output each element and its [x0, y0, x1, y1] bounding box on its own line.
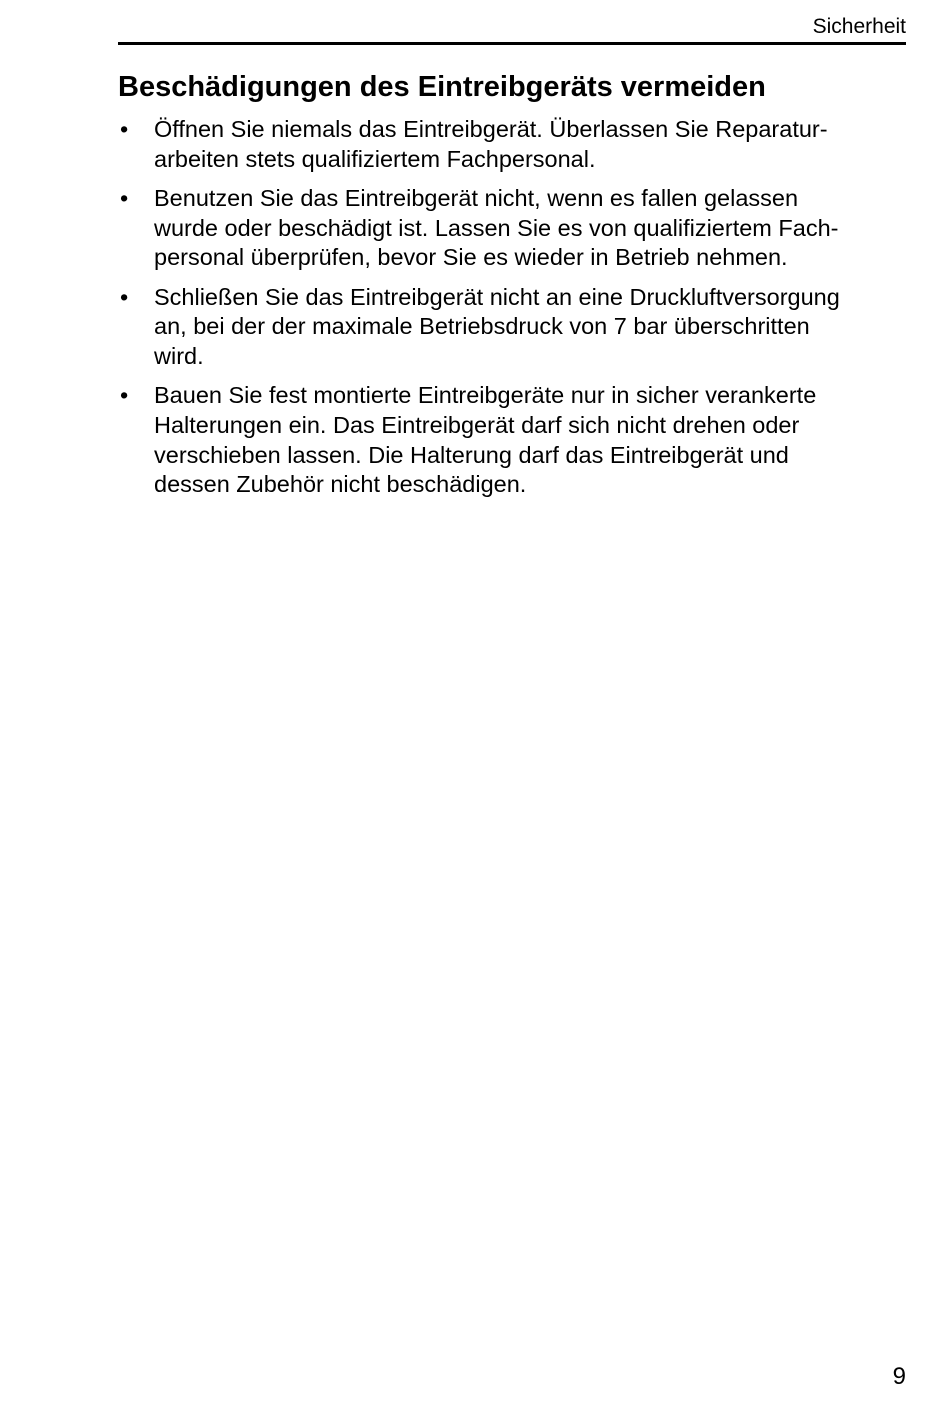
list-item [118, 283, 913, 372]
section-title: Beschädigungen des Eintreibgeräts vermeiden [118, 71, 766, 103]
list-item-line: verschieben lassen. Die Halterung darf das Eintreibgerät und [154, 441, 789, 468]
list-item [118, 115, 913, 174]
list-item-line: wurde oder beschädigt ist. Lassen Sie es von qualifiziertem Fach- [154, 214, 839, 241]
bullet-icon: • [120, 283, 129, 310]
list-item-line: Halterungen ein. Das Eintreibgerät darf sich nicht drehen oder [154, 411, 800, 438]
list-item [118, 184, 913, 273]
list-item-line: Öffnen Sie niemals das Eintreibgerät. Überlassen Sie Reparatur- [154, 116, 828, 142]
bullet-list [118, 115, 913, 509]
list-item-line: dessen Zubehör nicht beschädigen. [154, 471, 527, 498]
list-item-line: an, bei der der maximale Betriebsdruck von 7 bar überschritten [154, 313, 810, 340]
page-number: 9 [892, 1363, 906, 1390]
bullet-icon: • [120, 116, 129, 142]
list-item-line: Schließen Sie das Eintreibgerät nicht an eine Druckluftversorgung [154, 283, 840, 310]
list-item-line: arbeiten stets qualifiziertem Fachpersonal. [154, 145, 596, 172]
bullet-icon: • [120, 382, 129, 409]
list-item [118, 381, 913, 500]
list-item-line: personal überprüfen, bevor Sie es wieder in Betrieb nehmen. [154, 244, 788, 271]
list-item-line: Benutzen Sie das Eintreibgerät nicht, wenn es fallen gelassen [154, 184, 799, 211]
list-item-line: wird. [154, 342, 204, 369]
running-header: Sicherheit [812, 15, 906, 38]
header-rule [118, 42, 906, 45]
list-item-line: Bauen Sie fest montierte Eintreibgeräte nur in sicher verankerte [154, 382, 817, 409]
bullet-icon: • [120, 184, 129, 211]
